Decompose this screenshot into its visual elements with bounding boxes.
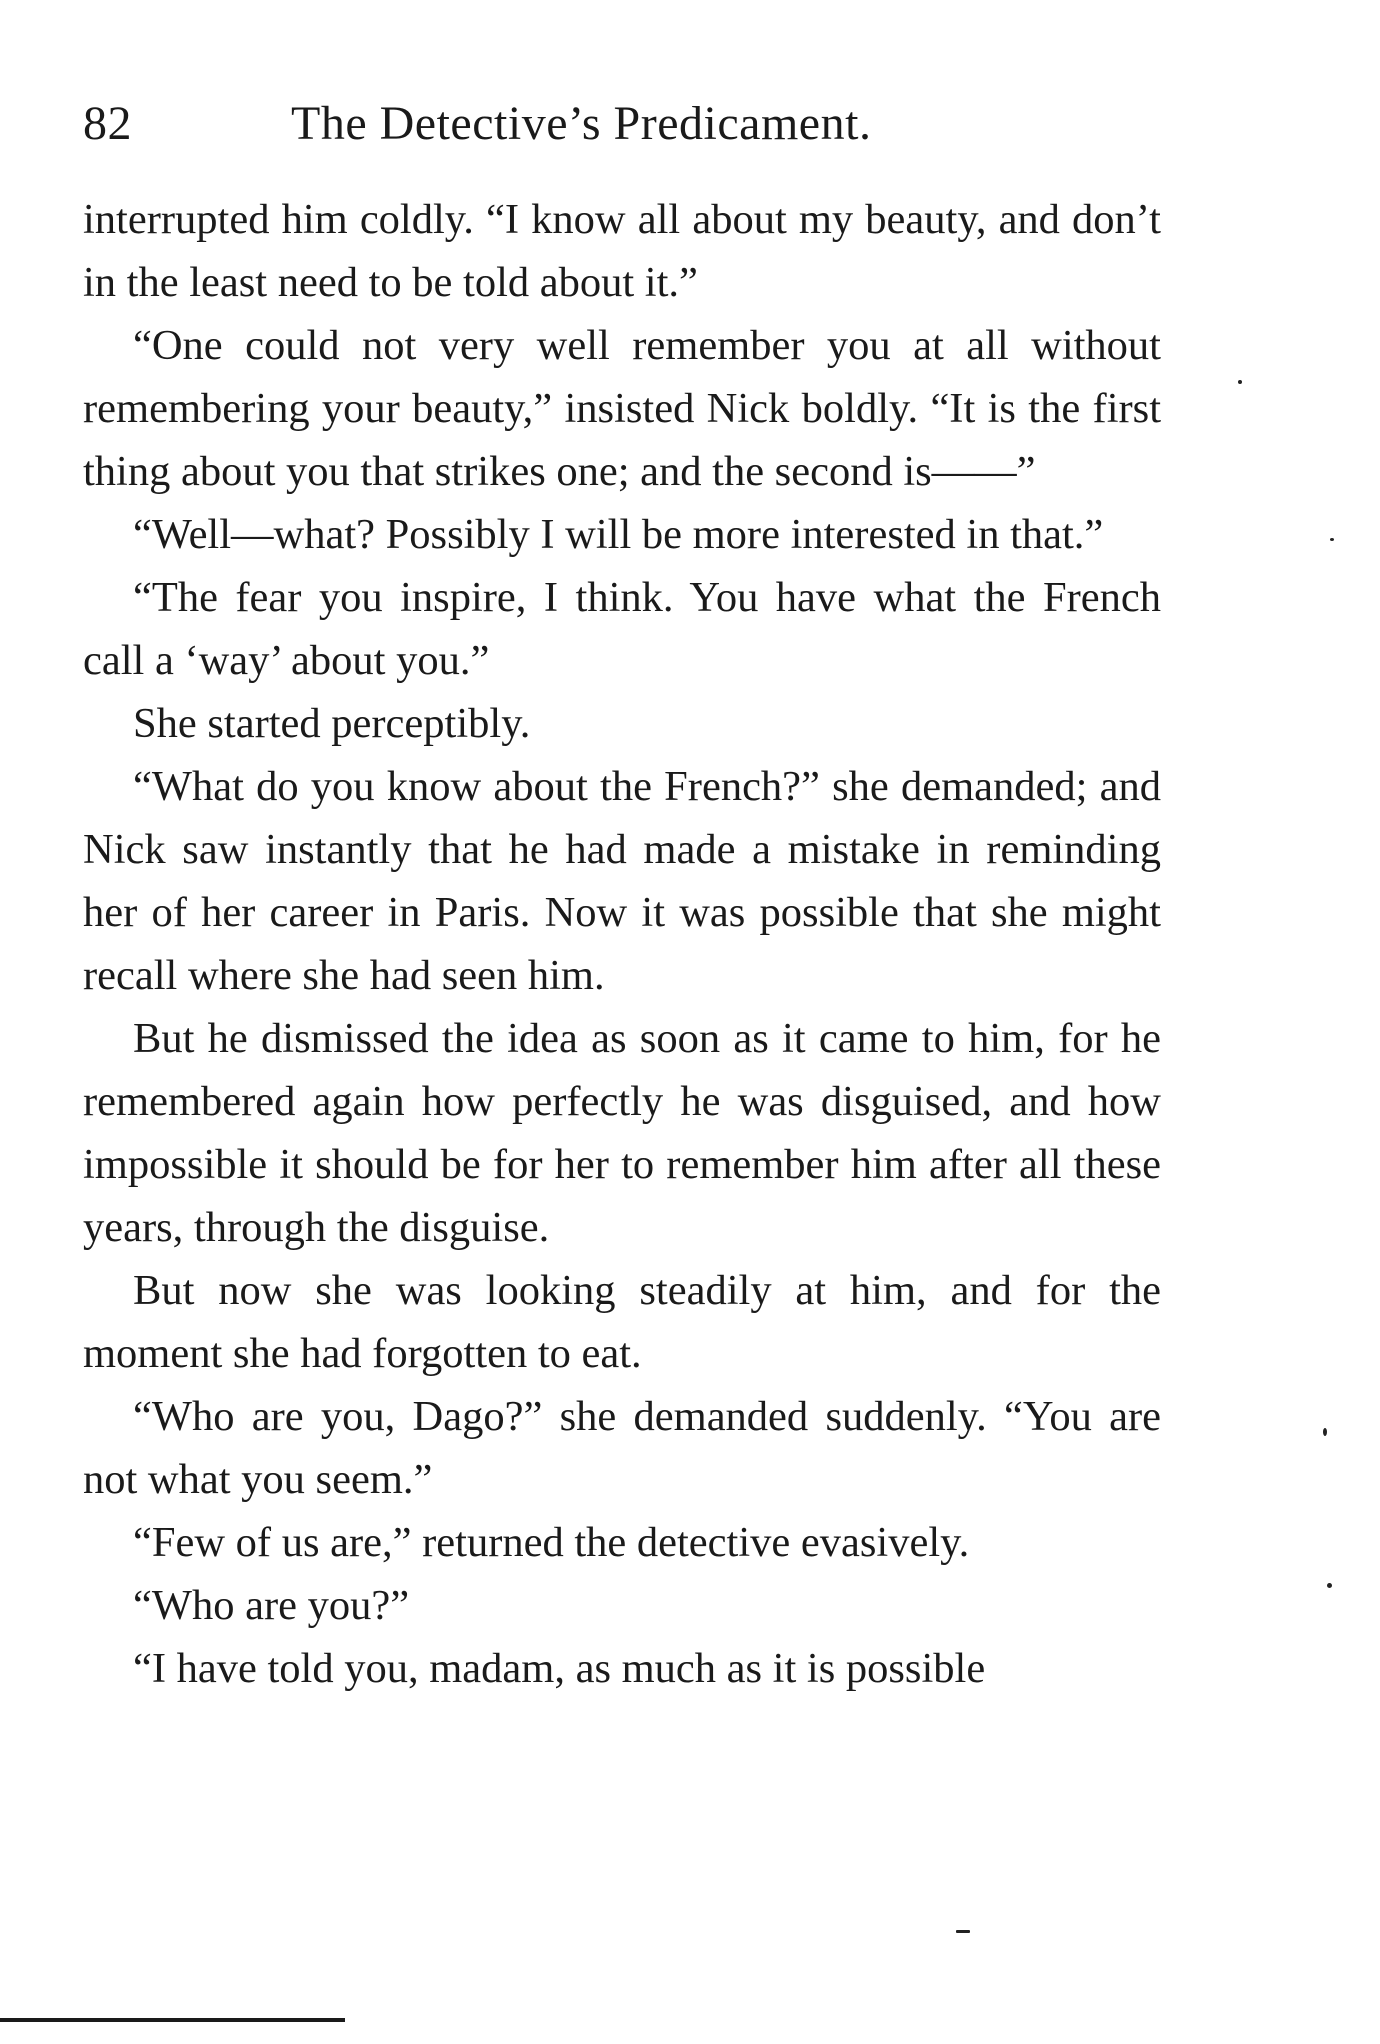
paragraph: “What do you know about the French?” she demanded; and Nick saw instantly that he had made a mistake in reminding her of her career in Paris. Now it was possible that she might recall where she had seen him. <box>83 763 1161 999</box>
paragraph: “Who are you, Dago?” she demanded suddenly. “You are not what you seem.” <box>83 1393 1161 1503</box>
page-header <box>83 96 1163 166</box>
paragraph: “Who are you?” <box>133 1582 410 1629</box>
paragraph: But he dismissed the idea as soon as it came to him, for he remembered again how perfectly he was disguised, and how impossible it should be for her to remember him after all these years, through the disguise. <box>83 1015 1161 1251</box>
paragraph: interrupted him coldly. “I know all about my beauty, and don’t in the least need to be told about it.” <box>83 196 1161 306</box>
page-number: 82 <box>83 97 132 150</box>
scan-speck <box>1238 380 1242 384</box>
scan-speck <box>1330 538 1334 541</box>
scan-speck <box>1327 1583 1332 1588</box>
paragraph: She started perceptibly. <box>133 700 531 747</box>
paragraph: But now she was looking steadily at him, and for the moment she had forgotten to eat. <box>83 1267 1161 1377</box>
paragraph: “Few of us are,” returned the detective evasively. <box>133 1519 970 1566</box>
footer-rule <box>0 2018 345 2022</box>
scan-speck <box>956 1930 970 1933</box>
body-text <box>83 188 1161 1700</box>
paragraph: “The fear you inspire, I think. You have what the French call a ‘way’ about you.” <box>83 574 1161 684</box>
paragraph: “Well—what? Possibly I will be more interested in that.” <box>133 511 1104 558</box>
scan-speck <box>1323 1428 1327 1436</box>
running-title: The Detective’s Predicament. <box>291 97 872 150</box>
paragraph: “I have told you, madam, as much as it is possible <box>133 1645 986 1692</box>
paragraph: “One could not very well remember you at all without remembering your beauty,” insisted Nick boldly. “It is the first thing about you that strikes one; and the second is——” <box>83 322 1161 495</box>
